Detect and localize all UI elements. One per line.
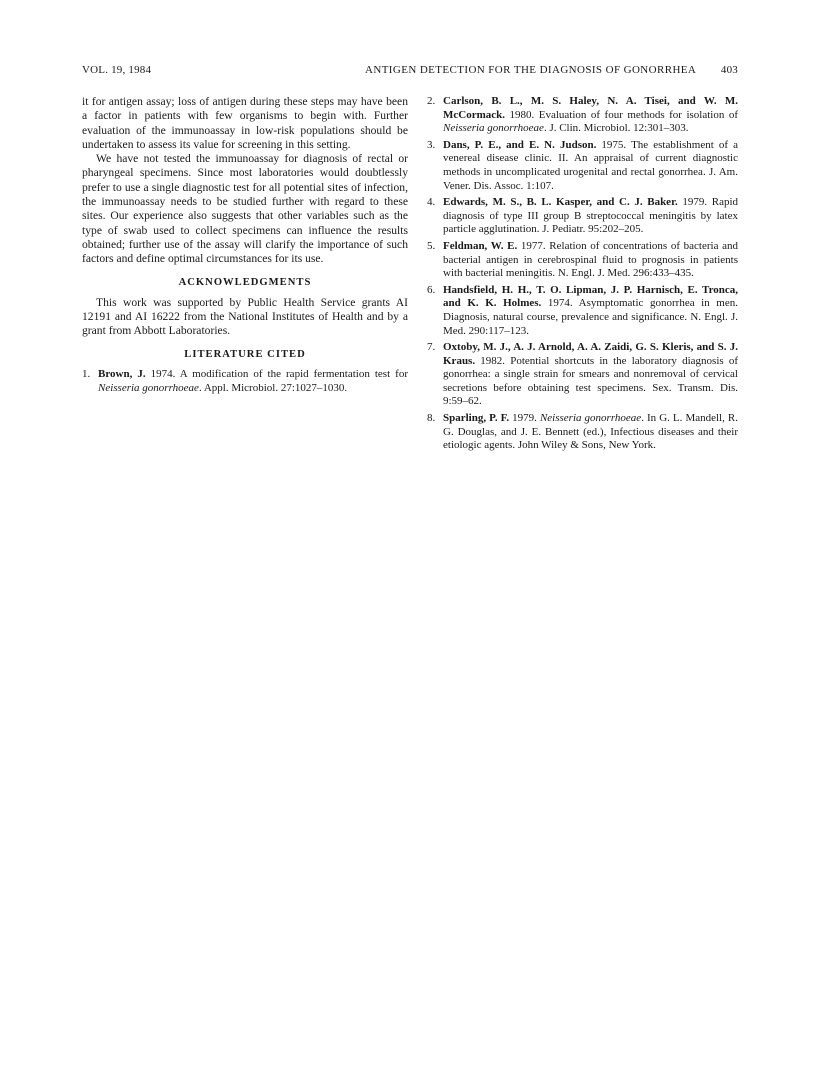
reference-text: 1982. Potential shortcuts in the laboratory diagnosis of gonorrhea: a single strain for smears and nonremoval of cervical secretions before obtaining test specimens. Sex. Transm. Dis. 9:59–62. bbox=[443, 354, 738, 408]
literature-cited-heading: LITERATURE CITED bbox=[184, 348, 306, 360]
reference-authors: Sparling, P. F. bbox=[443, 412, 510, 425]
reference-authors: Oxtoby, M. J., A. J. Arnold, A. A. Zaidi, G. S. Kleris, and S. J. Kraus. bbox=[443, 341, 738, 367]
left-column bbox=[82, 95, 408, 398]
reference-4 bbox=[427, 196, 738, 237]
acknowledgments-heading: ACKNOWLEDGMENTS bbox=[178, 276, 312, 288]
reference-5 bbox=[427, 240, 738, 281]
reference-text: 1974. Asymptomatic gonorrhea in men. Diagnosis, natural course, prevalence and significance. N. Engl. J. Med. 290:117–123. bbox=[443, 297, 739, 337]
reference-authors: Brown, J. bbox=[98, 368, 146, 381]
reference-number: 6. bbox=[427, 283, 436, 296]
reference-text-end: . J. Clin. Microbiol. 12:301–303. bbox=[543, 122, 689, 135]
acknowledgments-text: This work was supported by Public Health Service grants AI 12191 and AI 16222 from the National Institutes of Health and by a grant from Abbott Laboratories. bbox=[82, 295, 408, 338]
reference-number: 2. bbox=[427, 95, 436, 107]
reference-number: 7. bbox=[427, 341, 436, 354]
reference-7 bbox=[427, 341, 738, 409]
reference-authors: Dans, P. E., and E. N. Judson. bbox=[443, 138, 597, 151]
reference-text: 1977. Relation of concentrations of bacteria and bacterial antigen in cerebrospinal fluid to prognosis in patients with bacterial meningitis. N. Engl. J. Med. 296:433–435. bbox=[443, 239, 738, 280]
running-title: ANTIGEN DETECTION FOR THE DIAGNOSIS OF GONORRHEA bbox=[365, 64, 697, 76]
reference-text: 1974. A modification of the rapid fermentation test for bbox=[145, 368, 408, 381]
reference-authors: Feldman, W. E. bbox=[443, 239, 518, 252]
reference-number: 5. bbox=[427, 239, 436, 252]
reference-text-end: . In G. L. Mandell, R. G. Douglas, and J. E. Bennett (ed.), Infectious diseases and their etiologic agents. John Wiley & Sons, New York. bbox=[443, 412, 738, 452]
reference-authors: Carlson, B. L., M. S. Haley, N. A. Tisei, and W. M. McCormack. bbox=[443, 95, 738, 121]
reference-text: 1979. Rapid diagnosis of type III group B streptococcal meningitis by latex particle agglutination. J. Pediatr. 95:202–205. bbox=[443, 196, 739, 236]
reference-number: 1. bbox=[82, 368, 91, 381]
reference-authors: Handsfield, H. H., T. O. Lipman, J. P. Harnisch, E. Tronca, and K. K. Holmes. bbox=[443, 283, 738, 310]
reference-italic: Neisseria gonorrhoeae bbox=[539, 412, 642, 425]
discussion-paragraph-1: it for antigen assay; loss of antigen during these steps may have been a factor in patients with few organisms to begin with. Further evaluation of the immunoassay in low-risk populations should be undertaken to assess its value for screening in this setting. bbox=[82, 95, 408, 151]
reference-text: 1980. Evaluation of four methods for isolation of bbox=[505, 108, 738, 121]
reference-3 bbox=[427, 139, 738, 193]
page-number: 403 bbox=[720, 64, 738, 76]
reference-text: 1979. bbox=[509, 412, 540, 425]
reference-number: 3. bbox=[427, 138, 436, 151]
reference-italic: Neisseria gonorrhoeae bbox=[443, 122, 544, 135]
reference-number: 8. bbox=[427, 412, 436, 425]
right-column bbox=[427, 95, 738, 456]
reference-number: 4. bbox=[427, 196, 436, 209]
reference-6 bbox=[427, 284, 738, 338]
reference-8 bbox=[427, 412, 738, 453]
running-header bbox=[82, 64, 738, 80]
reference-text: 1975. The establishment of a venereal disease clinic. II. An appraisal of current diagnostic methods in uncomplicated urogenital and rectal gonorrhea. J. Am. Vener. Dis. Assoc. 1:107. bbox=[443, 138, 738, 192]
reference-italic: Neisseria gonorrhoeae bbox=[98, 381, 199, 394]
reference-2 bbox=[427, 95, 738, 136]
reference-authors: Edwards, M. S., B. L. Kasper, and C. J. Baker. bbox=[443, 196, 678, 209]
volume-label: VOL. 19, 1984 bbox=[82, 64, 152, 76]
discussion-paragraph-2: We have not tested the immunoassay for diagnosis of rectal or pharyngeal specimens. Since most laboratories would doubtlessly prefer to use a single diagnostic test for all potential sites of infection, the immunoassay needs to be studied further with regard to these sites. Our experience also suggests that other variables such as the type of swab used to collect specimens can influence the results obtained; further use of the assay will clarify the importance of such factors and define optimal circumstances for its use. bbox=[82, 152, 408, 266]
reference-text-end: . Appl. Microbiol. 27:1027–1030. bbox=[198, 381, 348, 394]
reference-1 bbox=[82, 368, 408, 395]
